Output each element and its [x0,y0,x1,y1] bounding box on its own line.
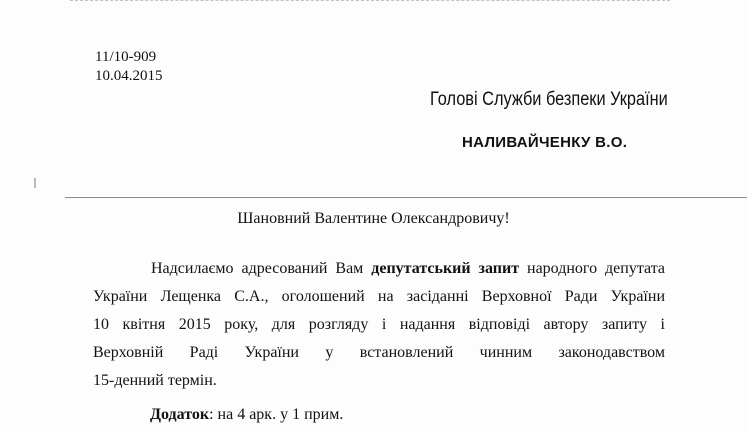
letter-body [93,255,665,395]
document-meta [95,48,163,86]
attachment-note [150,404,343,426]
header-divider [65,197,747,198]
scan-top-edge [70,0,670,3]
reference-number: 11/10-909 [95,49,157,65]
body-line-3: 10 квітня 2015 року, для розгляду і надання відповіді автору запиту і [93,316,665,333]
attachment-label: Додаток [150,406,210,423]
addressee-name: НАЛИВАЙЧЕНКУ В.О. [462,134,628,151]
scan-mark [34,178,36,188]
body-line-1-bold: депутатський запит [371,260,520,277]
document-date: 10.04.2015 [95,68,163,84]
body-line-4: Верховній Раді України у встановлений чинним законодавством [93,344,665,361]
body-line-2: України Лещенка С.А., оголошений на засіданні Верховної Ради України [93,288,665,305]
body-line-1 [93,255,665,283]
body-line-5: 15-денний термін. [93,372,217,389]
salutation: Шановний Валентине Олександровичу! [237,210,510,227]
body-line-1-pre: Надсилаємо адресований Вам [151,260,372,277]
addressee-title: Голові Служби безпеки України [430,89,668,110]
attachment-text: : на 4 арк. у 1 прим. [209,406,344,423]
body-line-1-post: народного депутата [519,260,665,277]
